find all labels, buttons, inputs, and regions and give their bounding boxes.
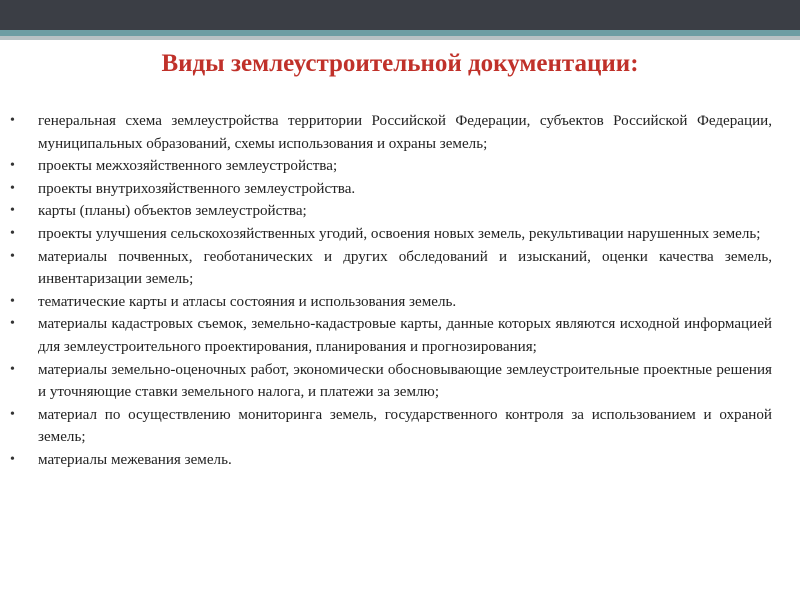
- list-item: [10, 155, 772, 178]
- list-item: [10, 110, 772, 155]
- list-item-text: материалы кадастровых съемок, земельно-кадастровые карты, данные которых являются исходной информацией для землеустроительного проектирования, планирования и прогнозирования;: [38, 316, 772, 355]
- list-item: [10, 449, 772, 472]
- list-item-text: материалы почвенных, геоботанических и других обследований и изысканий, оценки качества земель, инвентаризации земель;: [38, 248, 772, 288]
- list-item-text: материал по осуществлению мониторинга земель, государственного контроля за использованием и охраной земель;: [38, 406, 772, 446]
- documentation-list: [10, 110, 772, 472]
- list-item: [10, 313, 772, 358]
- bullet-icon: •: [10, 225, 15, 241]
- list-item: [10, 246, 772, 291]
- list-item-text: проекты межхозяйственного землеустройства;: [38, 158, 338, 175]
- bullet-icon: •: [10, 293, 15, 309]
- bullet-icon: •: [10, 451, 15, 467]
- list-item-text: проекты улучшения сельскохозяйственных угодий, освоения новых земель, рекультивации нарушенных земель;: [38, 225, 761, 242]
- header-band-grey: [0, 36, 800, 40]
- bullet-icon: •: [10, 158, 15, 174]
- list-item: [10, 178, 772, 201]
- bullet-icon: •: [10, 180, 15, 196]
- list-item-text: материалы земельно-оценочных работ, экономически обосновывающие землеустроительные проектные решения и уточняющие ставки земельного налога, и платежи за землю;: [38, 361, 772, 401]
- bullet-icon: •: [10, 203, 15, 219]
- bullet-icon: •: [10, 361, 15, 377]
- list-item: [10, 223, 772, 246]
- bullet-icon: •: [10, 248, 15, 264]
- list-item-text: карты (планы) объектов землеустройства;: [38, 203, 307, 220]
- list-item: [10, 291, 772, 314]
- bullet-icon: •: [10, 406, 15, 422]
- list-item: [10, 200, 772, 223]
- list-item: [10, 404, 772, 449]
- bullet-icon: •: [10, 113, 15, 128]
- list-item-text: материалы межевания земель.: [38, 451, 232, 468]
- list-item: [10, 359, 772, 404]
- list-item-text: тематические карты и атласы состояния и использования земель.: [38, 293, 457, 310]
- list-item-text: проекты внутрихозяйственного землеустройства.: [38, 180, 356, 197]
- header-band-dark: [0, 0, 800, 30]
- slide-title: Виды землеустроительной документации:: [161, 50, 639, 77]
- list-item-text: генеральная схема землеустройства территории Российской Федерации, субъектов Российской Федерации, муниципальных образований, схемы использования и охраны земель;: [38, 113, 772, 152]
- bullet-icon: •: [10, 316, 15, 332]
